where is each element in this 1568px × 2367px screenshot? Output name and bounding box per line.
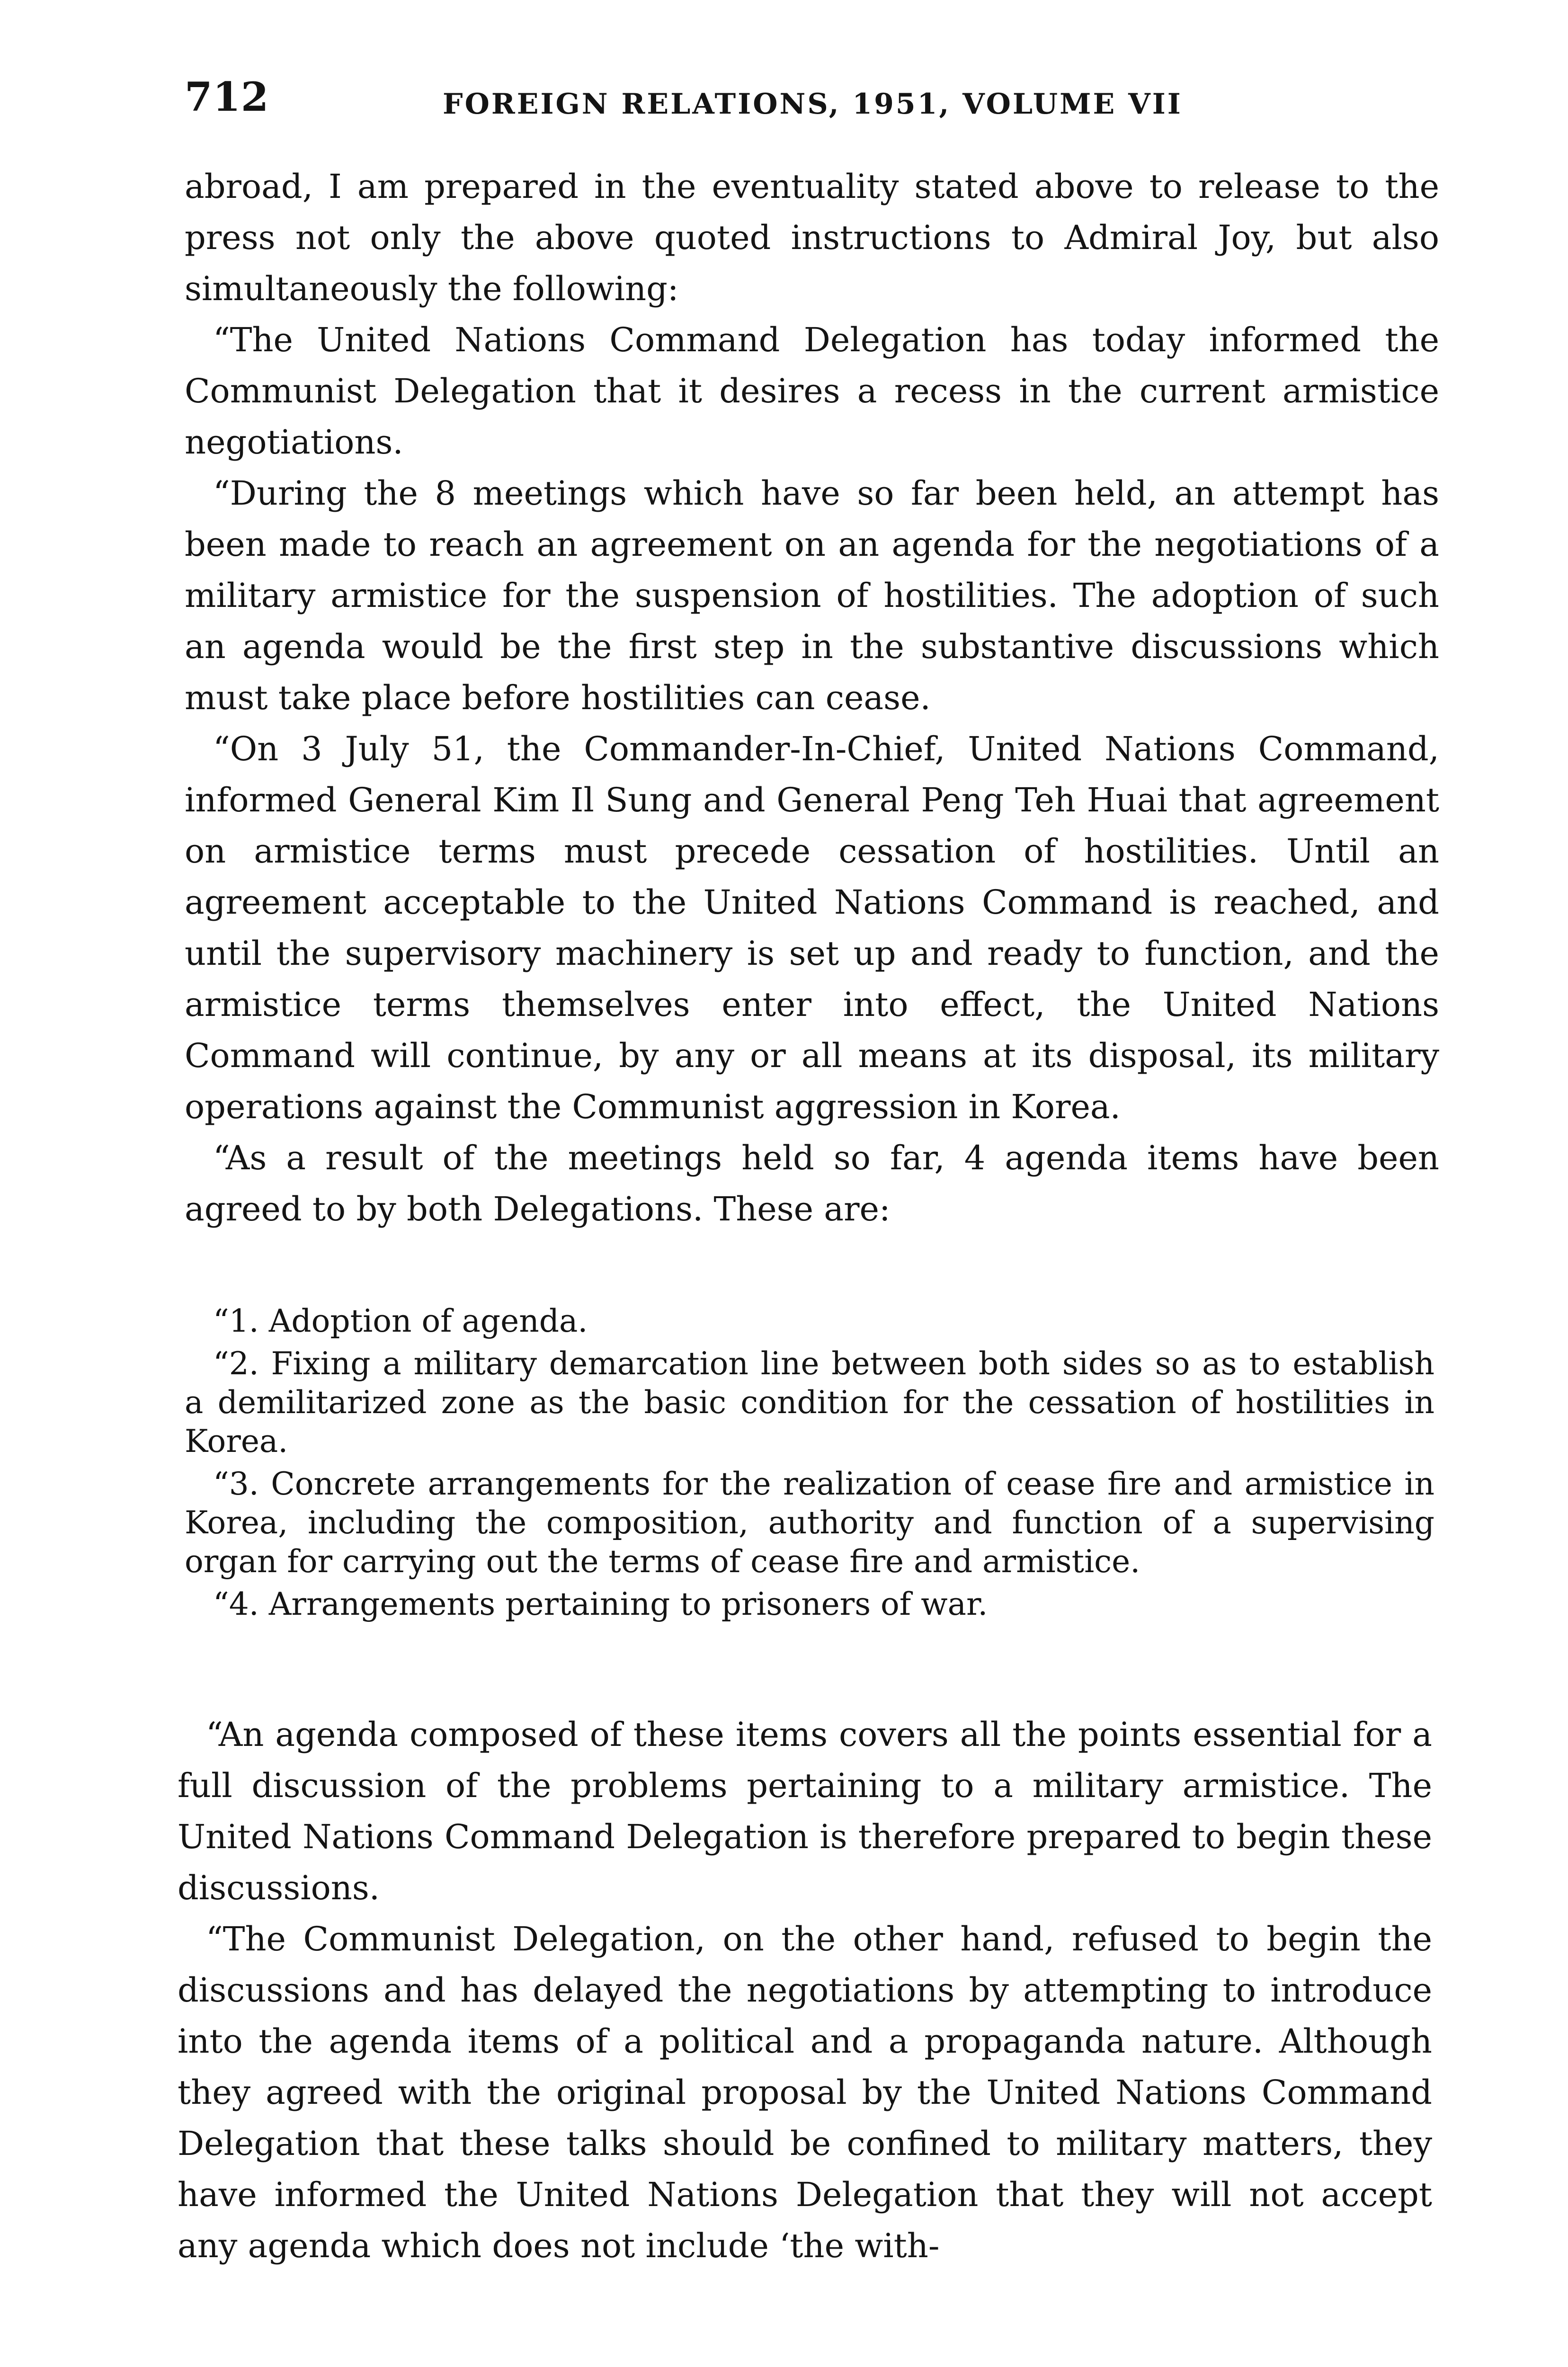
agenda-list [185,1302,1434,1624]
paragraph: “During the 8 meetings which have so far been held, an attempt has been made to reach an agreement on an agenda for the negotiations of a military armistice for the suspension of hostilities. The adoption of such an agenda would be the first step in the substantive discussions which must take place before hostilities can cease. [185,474,1439,717]
paragraph: “On 3 July 51, the Commander-In-Chief, United Nations Command, informed General Kim Il Sung and General Peng Teh Huai that agreement on armistice terms must precede cessation of hostilities. Until an agreement acceptable to the United Nations Command is reached, and until the supervisory machinery is set up and ready to function, and the armistice terms themselves enter into effect, the United Nations Command will continue, by any or all means at its disposal, its military operations against the Communist aggression in Korea. [185,730,1439,1126]
list-item: “1. Adoption of agenda. [213,1303,588,1339]
list-item: “4. Arrangements pertaining to prisoners of war. [213,1586,988,1622]
body-upper [185,161,1439,1235]
paragraph: “An agenda composed of these items covers all the points essential for a full discussion of the problems pertaining to a military armistice. The United Nations Command Delegation is therefore prepared to begin these discussions. [178,1715,1432,1907]
paragraph: “The United Nations Command Delegation has today informed the Communist Delegation that it desires a recess in the current armistice negotiations. [185,320,1439,462]
list-item: “3. Concrete arrangements for the realization of cease fire and armistice in Korea, including the composition, authority and function of a supervising organ for carrying out the terms of cease fire and armistice. [185,1466,1434,1580]
running-head: FOREIGN RELATIONS, 1951, VOLUME VII [443,88,1183,121]
paragraph: abroad, I am prepared in the eventuality stated above to release to the press not only the above quoted instructions to Admiral Joy, but also simultaneously the following: [185,167,1439,308]
paragraph: “As a result of the meetings held so far, 4 agenda items have been agreed to by both Delegations. These are: [185,1139,1439,1228]
list-item: “2. Fixing a military demarcation line between both sides so as to establish a demilitarized zone as the basic condition for the cessation of hostilities in Korea. [185,1345,1434,1459]
page-header [185,73,1434,130]
body-lower [178,1709,1432,2271]
page-number: 712 [185,73,269,120]
paragraph: “The Communist Delegation, on the other hand, refused to begin the discussions and has delayed the negotiations by attempting to introduce into the agenda items of a political and a propaganda nature. Although they agreed with the original proposal by the United Nations Command Delegation that these talks should be confined to military matters, they have informed the United Nations Delegation that they will not accept any agenda which does not include ‘the with- [178,1920,1432,2265]
